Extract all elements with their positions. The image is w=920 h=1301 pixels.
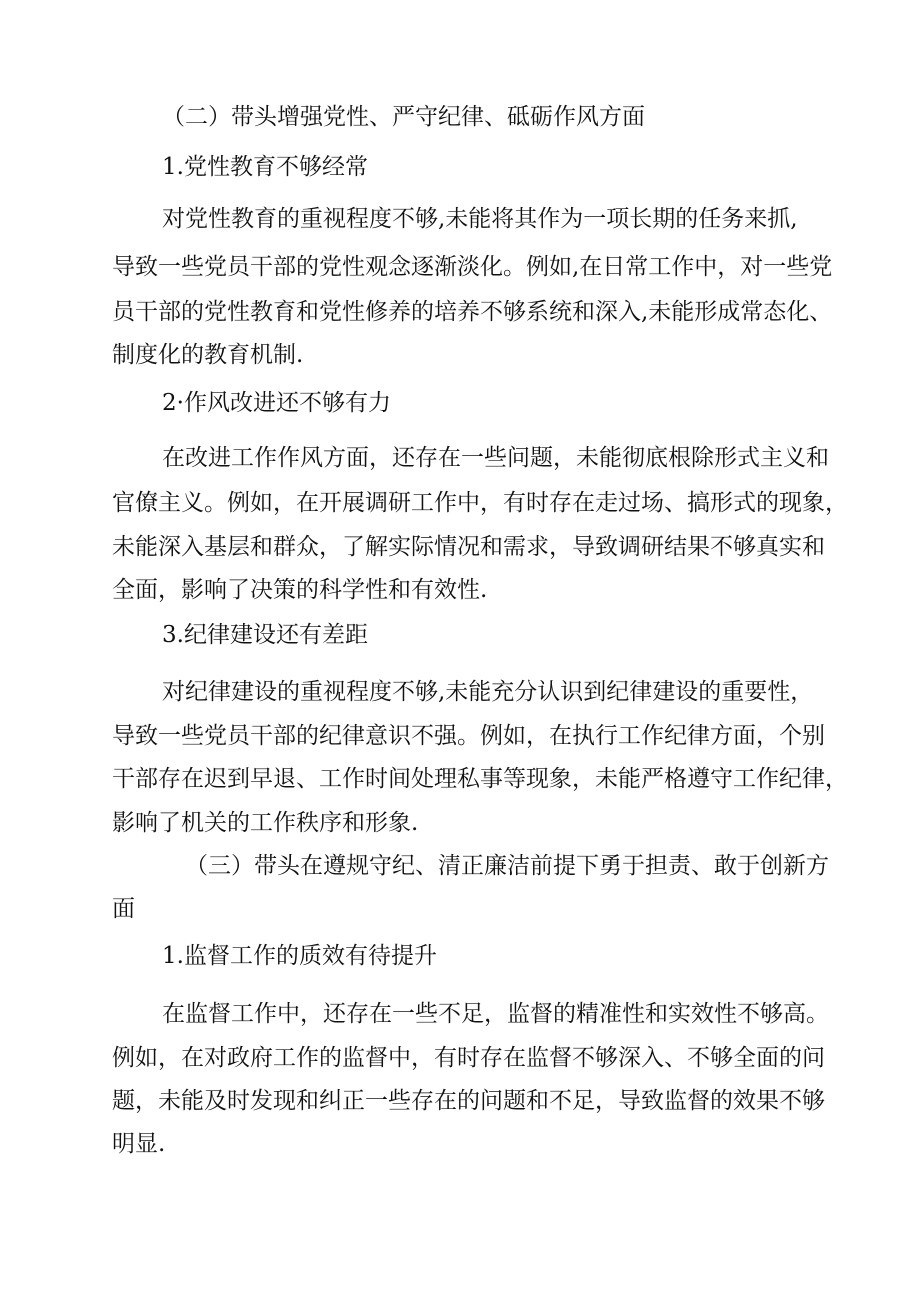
- paragraph-line: 导致一些党员干部的纪律意识不强。例如，在执行工作纪律方面，个别: [112, 723, 825, 749]
- paragraph-line: 官僚主义。例如，在开展调研工作中，有时存在走过场、搞形式的现象，: [112, 490, 848, 516]
- paragraph-line: 影响了机关的工作秩序和形象.: [112, 810, 419, 836]
- section-heading-continuation: 面: [112, 896, 135, 922]
- paragraph-line: 明显.: [112, 1131, 166, 1157]
- paragraph-line: 例如，在对政府工作的监督中，有时存在监督不够深入、不够全面的问: [112, 1045, 825, 1071]
- item-title: 1.党性教育不够经常: [162, 154, 368, 180]
- item-title: 3.纪律建设还有差距: [162, 622, 368, 648]
- paragraph-line: 在改进工作作风方面，还存在一些问题，未能彻底根除形式主义和: [162, 445, 829, 471]
- section-heading: （三）带头在遵规守纪、清正廉洁前提下勇于担责、敢于创新方: [185, 853, 829, 879]
- paragraph-line: 干部存在迟到早退、工作时间处理私事等现象，未能严格遵守工作纪律，: [112, 766, 848, 792]
- paragraph-line: 未能深入基层和群众，了解实际情况和需求，导致调研结果不够真实和: [112, 534, 825, 560]
- paragraph-line: 在监督工作中，还存在一些不足，监督的精准性和实效性不够高。: [162, 1001, 829, 1027]
- paragraph-line: 对党性教育的重视程度不够,未能将其作为一项长期的任务来抓,: [162, 206, 798, 232]
- paragraph-line: 对纪律建设的重视程度不够,未能充分认识到纪律建设的重要性，: [162, 679, 814, 705]
- item-title: 1.监督工作的质效有待提升: [162, 943, 437, 969]
- paragraph-line: 导致一些党员干部的党性观念逐渐淡化。例如,在日常工作中，对一些党: [112, 254, 833, 280]
- section-heading: （二）带头增强党性、严守纪律、砥砺作风方面: [162, 104, 645, 130]
- paragraph-line: 全面，影响了决策的科学性和有效性.: [112, 577, 488, 603]
- paragraph-line: 员干部的党性教育和党性修养的培养不够系统和深入,未能形成常态化、: [112, 299, 833, 325]
- paragraph-line: 制度化的教育机制.: [112, 342, 304, 368]
- item-title: 2·作风改进还不够有力: [162, 390, 391, 416]
- paragraph-line: 题，未能及时发现和纠正一些存在的问题和不足，导致监督的效果不够: [112, 1088, 825, 1114]
